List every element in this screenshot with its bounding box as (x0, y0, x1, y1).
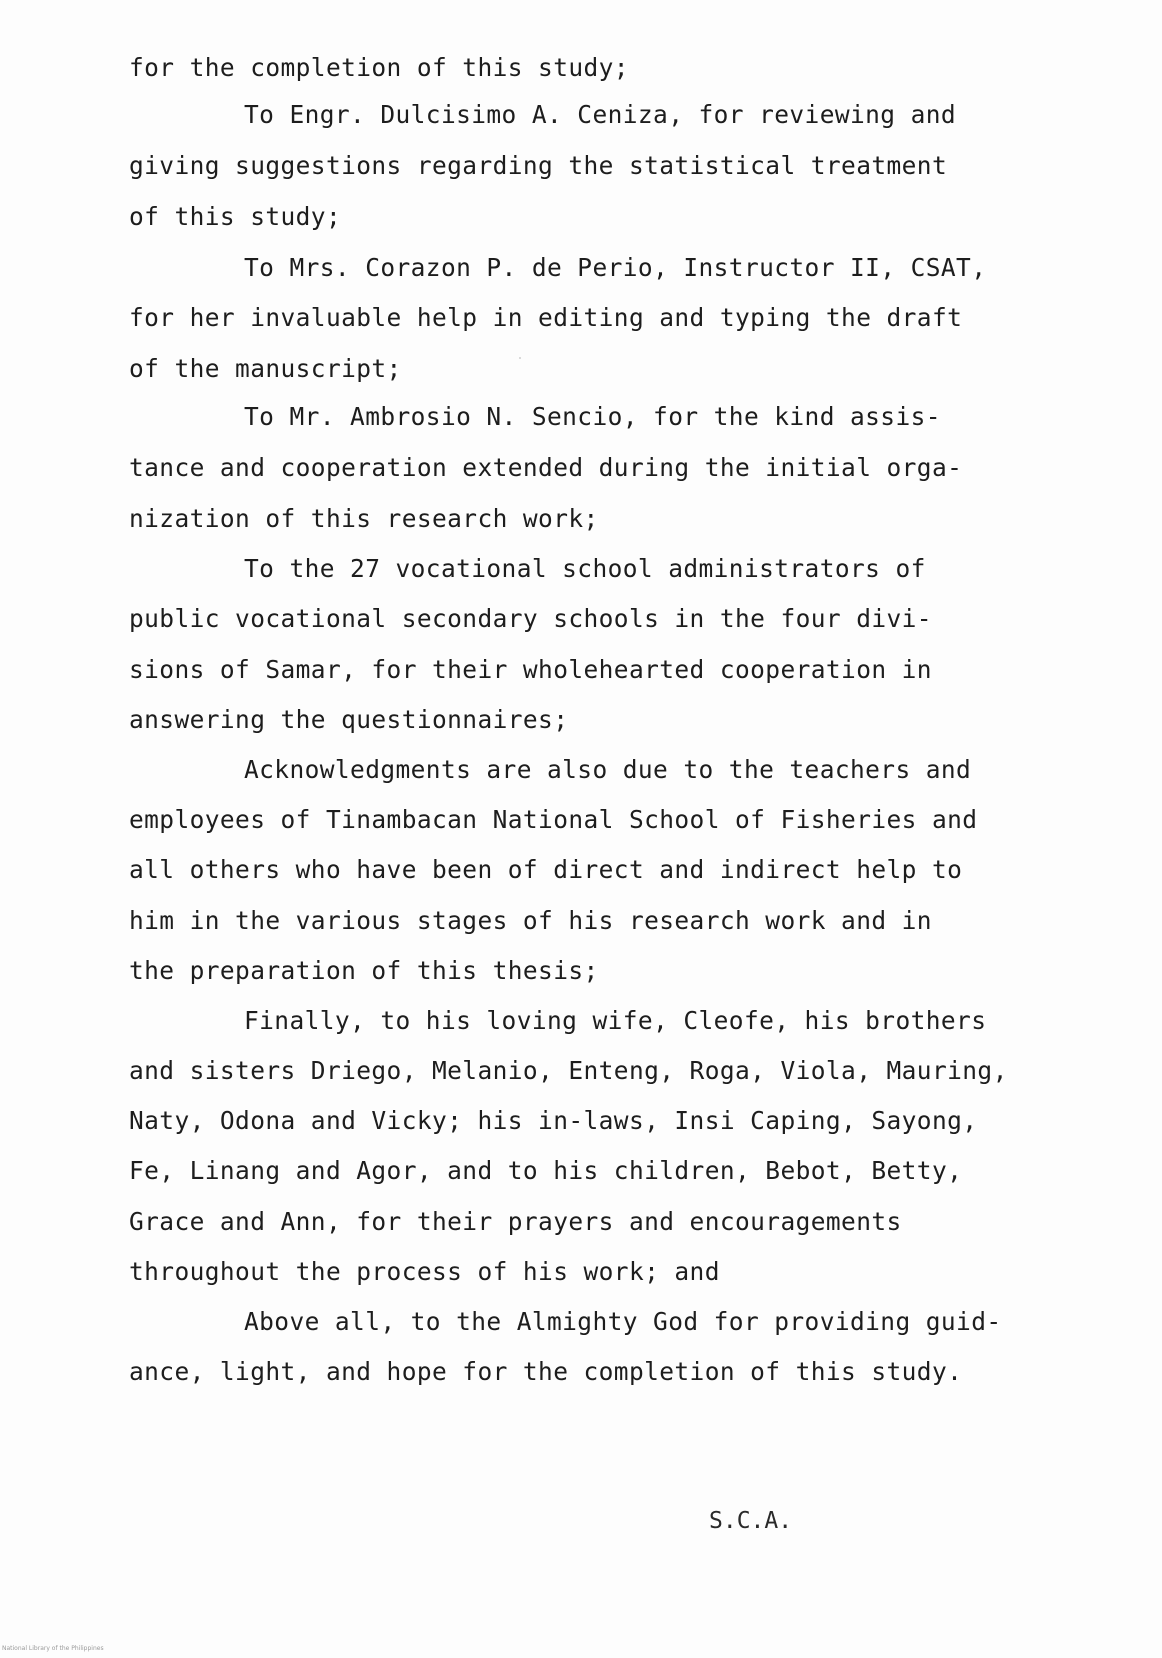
text-line: tance and cooperation extended during the initial orga- (129, 453, 963, 482)
text-line: public vocational secondary schools in the four divi- (129, 604, 932, 633)
author-initials: S.C.A. (709, 1508, 793, 1534)
paragraph-first-line: To Mrs. Corazon P. de Perio, Instructor II, CSAT, (244, 253, 987, 282)
paragraph-first-line: To Mr. Ambrosio N. Sencio, for the kind assis- (244, 402, 941, 431)
text-line: Naty, Odona and Vicky; his in-laws, Insi Caping, Sayong, (129, 1106, 978, 1135)
text-line: of the manuscript; (129, 354, 402, 383)
text-line: the preparation of this thesis; (129, 956, 599, 985)
paragraph-first-line: Acknowledgments are also due to the teachers and (244, 755, 972, 784)
text-line: Fe, Linang and Agor, and to his children, Bebot, Betty, (129, 1156, 963, 1185)
text-line: sions of Samar, for their wholehearted cooperation in (129, 655, 932, 684)
text-line: him in the various stages of his research work and in (129, 906, 932, 935)
text-line: Grace and Ann, for their prayers and encouragements (129, 1207, 902, 1236)
text-line: ance, light, and hope for the completion of this study. (129, 1357, 963, 1386)
text-line: and sisters Driego, Melanio, Enteng, Roga, Viola, Mauring, (129, 1056, 1008, 1085)
text-line: for her invaluable help in editing and typing the draft (129, 303, 963, 332)
text-line: for the completion of this study; (129, 53, 629, 82)
paragraph-first-line: To Engr. Dulcisimo A. Ceniza, for reviewing and (244, 100, 957, 129)
text-line: giving suggestions regarding the statistical treatment (129, 151, 948, 180)
text-line: of this study; (129, 202, 342, 231)
paragraph-first-line: Finally, to his loving wife, Cleofe, his brothers (244, 1006, 987, 1035)
scan-footer-stamp: National Library of the Philippines (2, 1645, 104, 1652)
text-line: all others who have been of direct and indirect help to (129, 855, 963, 884)
text-line: throughout the process of his work; and (129, 1257, 720, 1286)
paragraph-first-line: To the 27 vocational school administrators of (244, 554, 926, 583)
text-line: answering the questionnaires; (129, 705, 569, 734)
text-line: nization of this research work; (129, 504, 599, 533)
text-line: employees of Tinambacan National School of Fisheries and (129, 805, 978, 834)
paragraph-first-line: Above all, to the Almighty God for providing guid- (244, 1307, 1002, 1336)
